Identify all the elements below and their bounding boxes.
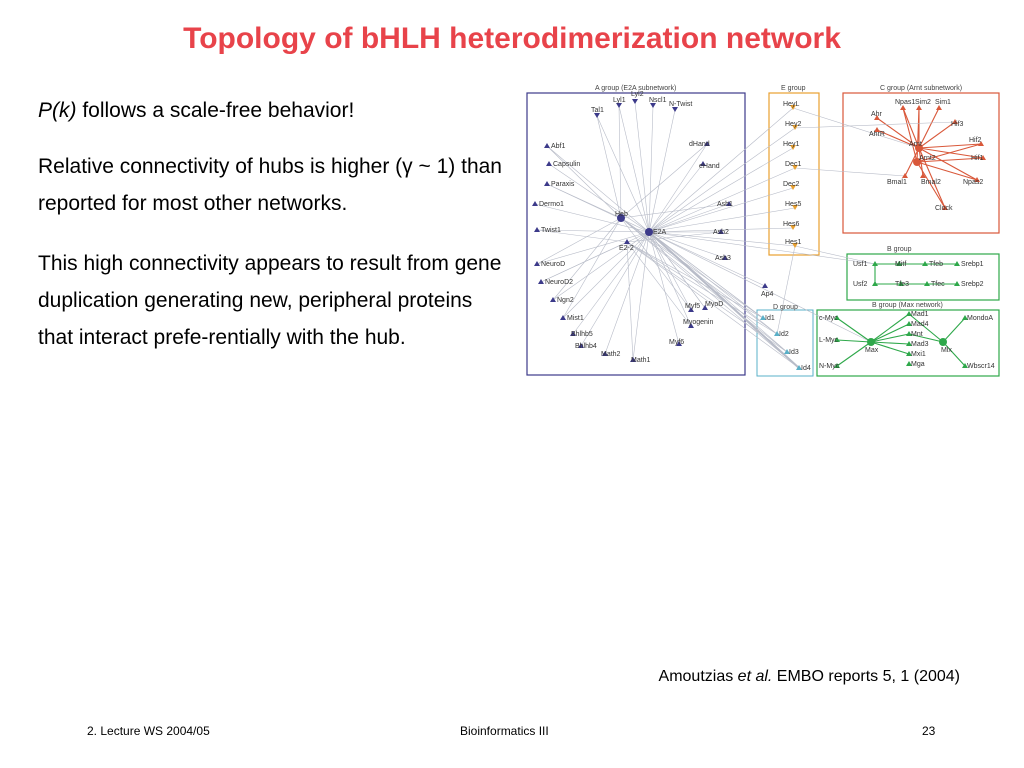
node-ahr bbox=[871, 111, 883, 120]
node-marker-e2a bbox=[645, 228, 653, 236]
node-label-math2: Math2 bbox=[601, 351, 621, 358]
node-label-id3: Id3 bbox=[789, 349, 799, 356]
node-marker-abf1 bbox=[544, 143, 550, 148]
node-label-e2_2: E2-2 bbox=[619, 245, 634, 252]
node-label-ash1: Ash1 bbox=[717, 201, 733, 208]
node-lmyc bbox=[819, 337, 840, 344]
node-math1 bbox=[630, 357, 651, 364]
node-myod bbox=[702, 301, 723, 310]
node-label-clock: Clock bbox=[935, 205, 953, 212]
edge-mix-mondoa bbox=[943, 318, 965, 342]
node-label-bmal2: Bmal2 bbox=[921, 179, 941, 186]
node-label-hey1: Hey1 bbox=[783, 141, 800, 148]
node-ntwist bbox=[669, 101, 692, 112]
node-ash3 bbox=[715, 255, 731, 262]
node-label-ngn2: Ngn2 bbox=[557, 297, 574, 304]
node-label-hif3: Hif3 bbox=[951, 121, 964, 128]
node-arnt bbox=[909, 141, 923, 152]
node-clock bbox=[935, 205, 953, 212]
node-e2a bbox=[645, 228, 667, 236]
edge-e2a-abf1 bbox=[547, 146, 649, 232]
node-label-arnt2: Arnt2 bbox=[919, 155, 936, 162]
node-myogenin bbox=[683, 319, 713, 328]
node-dhand bbox=[689, 141, 710, 148]
citation bbox=[659, 668, 960, 686]
node-label-npas1: Npas1 bbox=[895, 99, 916, 106]
node-ash2 bbox=[713, 229, 729, 236]
node-capsulin bbox=[546, 161, 580, 168]
node-label-ahr: Ahr bbox=[871, 111, 882, 118]
node-mitf bbox=[895, 261, 906, 268]
node-nscl1 bbox=[649, 97, 667, 108]
node-label-bmal1: Bmal1 bbox=[887, 179, 907, 186]
node-label-mondoa: MondoA bbox=[967, 315, 994, 322]
node-myf5 bbox=[685, 303, 700, 312]
node-label-hey2: Hey2 bbox=[785, 121, 802, 128]
node-mxi1 bbox=[906, 351, 926, 358]
edge-heb-neurod bbox=[537, 218, 621, 264]
node-heyl bbox=[783, 101, 799, 110]
edge-arnt-sim1 bbox=[919, 108, 939, 148]
node-npas1 bbox=[895, 99, 915, 110]
node-label-lyl1: Lyl1 bbox=[613, 97, 626, 104]
node-npas2 bbox=[963, 177, 983, 186]
group-e-label: E group bbox=[781, 85, 806, 92]
node-marker-dermo1 bbox=[532, 201, 538, 206]
node-tfe3 bbox=[895, 281, 909, 288]
node-abf1 bbox=[544, 143, 566, 150]
edge-e2a-bhlhb5 bbox=[573, 232, 649, 334]
node-label-dec2: Dec2 bbox=[783, 181, 800, 188]
node-hes6 bbox=[783, 221, 799, 230]
node-label-hif1: Hif1 bbox=[971, 155, 984, 162]
node-label-ahrr: AhrR bbox=[869, 131, 885, 138]
node-label-nscl1: Nscl1 bbox=[649, 97, 667, 104]
node-neurod2 bbox=[538, 279, 573, 286]
node-hif3 bbox=[951, 119, 964, 128]
group-d-label: D group bbox=[773, 304, 798, 311]
node-label-myf5: Myf5 bbox=[685, 303, 701, 310]
node-mad3 bbox=[906, 341, 929, 348]
node-marker-lyl2 bbox=[632, 99, 638, 104]
edge-max-mad4 bbox=[871, 324, 909, 342]
group-c-label: C group (Arnt subnetwork) bbox=[880, 85, 963, 92]
node-label-ash3: Ash3 bbox=[715, 255, 731, 262]
node-hif1 bbox=[971, 155, 986, 162]
node-marker-bmal1 bbox=[902, 173, 908, 178]
slide-title: Topology of bHLH heterodimerization network bbox=[183, 22, 841, 55]
node-label-mad4: Mad4 bbox=[911, 321, 929, 328]
node-marker-mix bbox=[939, 338, 947, 346]
node-label-mga: Mga bbox=[911, 361, 925, 368]
node-label-ehand: eHand bbox=[699, 163, 720, 170]
node-label-twist1: Twist1 bbox=[541, 227, 561, 234]
node-label-id1: Id1 bbox=[765, 315, 775, 322]
network-svg bbox=[525, 78, 1005, 378]
citation-etal: et al. bbox=[737, 668, 773, 685]
node-id1 bbox=[760, 315, 775, 322]
node-ahrr bbox=[869, 127, 885, 138]
edge-e2a-nscl1 bbox=[649, 106, 653, 232]
node-label-heb: Heb bbox=[615, 211, 628, 218]
edge-arnt-hif2 bbox=[919, 144, 981, 148]
node-label-e2a: E2A bbox=[653, 229, 667, 236]
node-label-neurod: NeuroD bbox=[541, 261, 566, 268]
node-label-ap4: Ap4 bbox=[761, 291, 774, 298]
node-mist1 bbox=[560, 315, 584, 322]
node-myf6 bbox=[669, 339, 684, 346]
node-id3 bbox=[784, 349, 799, 356]
node-neurod bbox=[534, 261, 565, 268]
edge-max-cmyc bbox=[837, 318, 871, 342]
node-hey2 bbox=[785, 121, 801, 130]
edge-max-nmyc bbox=[837, 342, 871, 366]
node-ash1 bbox=[717, 201, 733, 208]
node-label-dec1: Dec1 bbox=[785, 161, 802, 168]
node-label-paraxis: Paraxis bbox=[551, 181, 575, 188]
node-label-mist1: Mist1 bbox=[567, 315, 584, 322]
node-label-myogenin: Myogenin bbox=[683, 319, 714, 326]
node-tal1 bbox=[591, 107, 604, 118]
node-marker-twist1 bbox=[534, 227, 540, 232]
node-label-bhlhb4: Bhlhb4 bbox=[575, 343, 597, 350]
node-label-ash2: Ash2 bbox=[713, 229, 729, 236]
node-label-max: Max bbox=[865, 347, 879, 354]
node-mix bbox=[939, 338, 952, 354]
group-e-box bbox=[769, 93, 819, 255]
node-label-myf6: Myf6 bbox=[669, 339, 685, 346]
node-label-sim1: Sim1 bbox=[935, 99, 951, 106]
node-usf2 bbox=[853, 281, 878, 288]
citation-ref: EMBO reports 5, 1 (2004) bbox=[772, 668, 960, 685]
edge-e2a-dhand bbox=[649, 144, 707, 232]
edge-heb-tal1 bbox=[597, 116, 621, 218]
group-a-label: A group (E2A subnetwork) bbox=[595, 85, 677, 92]
footer-page-number: 23 bbox=[922, 724, 936, 738]
node-marker-capsulin bbox=[546, 161, 552, 166]
edge-arnt2-npas1 bbox=[903, 108, 917, 162]
node-marker-paraxis bbox=[544, 181, 550, 186]
footer-lecture: 2. Lecture WS 2004/05 bbox=[87, 724, 210, 738]
group-b-label: B group bbox=[887, 246, 912, 253]
node-label-abf1: Abf1 bbox=[551, 143, 566, 150]
node-label-arnt: Arnt bbox=[909, 141, 922, 148]
node-ehand bbox=[699, 161, 720, 170]
node-hes5 bbox=[785, 201, 801, 210]
node-label-mxi1: Mxi1 bbox=[911, 351, 926, 358]
edge-e2_2-math1 bbox=[627, 242, 633, 360]
node-lyl1 bbox=[613, 97, 626, 108]
node-bhlhb5 bbox=[570, 331, 593, 338]
node-label-id2: Id2 bbox=[779, 331, 789, 338]
edge-e2a-dec2 bbox=[649, 188, 793, 232]
node-cmyc bbox=[819, 315, 840, 322]
node-bhlhb4 bbox=[575, 343, 597, 350]
edge-e2a-lyl2 bbox=[635, 102, 649, 232]
edge-e2a-heyl bbox=[649, 108, 793, 232]
node-label-tal1: Tal1 bbox=[591, 107, 604, 114]
footer-course: Bioinformatics III bbox=[460, 724, 549, 738]
node-label-hif2: Hif2 bbox=[969, 137, 982, 144]
node-label-mad1: Mad1 bbox=[911, 311, 929, 318]
node-paraxis bbox=[544, 181, 575, 188]
edge-e2a-hey2 bbox=[649, 128, 795, 232]
node-label-bhlhb5: Bhlhb5 bbox=[571, 331, 593, 338]
node-srebp2 bbox=[954, 281, 984, 288]
node-marker-neurod2 bbox=[538, 279, 544, 284]
node-marker-max bbox=[867, 338, 875, 346]
node-label-srebp2: Srebp2 bbox=[961, 281, 984, 288]
bullet-gene-duplication: This high connectivity appears to result from gene duplication generating new, peripheral proteins that interact prefe-rentially with the hub. bbox=[38, 252, 502, 349]
node-label-hes5: Hes5 bbox=[785, 201, 802, 208]
node-srebp1 bbox=[954, 261, 984, 268]
node-label-ntwist: N-Twist bbox=[669, 101, 693, 108]
node-label-lyl2: Lyl2 bbox=[631, 91, 644, 98]
edge-arnt-hif3 bbox=[919, 122, 955, 148]
edge-e2a-hey1 bbox=[649, 148, 793, 232]
node-mga bbox=[906, 361, 925, 368]
node-label-myod: MyoD bbox=[705, 301, 724, 308]
node-sim2 bbox=[915, 99, 931, 110]
node-label-id4: Id4 bbox=[801, 365, 811, 372]
node-nmyc bbox=[819, 363, 840, 370]
node-label-hes1: Hes1 bbox=[785, 239, 802, 246]
node-label-neurod2: NeuroD2 bbox=[545, 279, 574, 286]
node-label-mnt: Mnt bbox=[911, 331, 923, 338]
node-mondoa bbox=[962, 315, 993, 322]
node-label-tfe3: Tfe3 bbox=[895, 281, 910, 288]
node-sim1 bbox=[935, 99, 951, 110]
node-usf1 bbox=[853, 261, 878, 268]
bullet-scale-free bbox=[38, 92, 508, 129]
node-label-sim2: Sim2 bbox=[915, 99, 931, 106]
edge-e2a-dec1 bbox=[649, 168, 795, 232]
edge-max-lmyc bbox=[837, 340, 871, 342]
edge-mix-wbscr14 bbox=[943, 342, 965, 366]
edge-heb-lyl1 bbox=[619, 106, 621, 218]
node-label-nmyc: N-Myc bbox=[819, 363, 840, 370]
node-mad1 bbox=[906, 311, 929, 318]
edge-heyl-arnt bbox=[793, 108, 919, 148]
node-label-math1: Math1 bbox=[631, 357, 651, 364]
node-label-wbscr14: Wbscr14 bbox=[967, 363, 995, 370]
edge-e2a-mist1 bbox=[563, 232, 649, 318]
edge-dec1-bmal1 bbox=[795, 168, 905, 176]
node-label-mad3: Mad3 bbox=[911, 341, 929, 348]
node-mad4 bbox=[906, 321, 929, 328]
node-wbscr14 bbox=[962, 363, 995, 370]
node-marker-ap4 bbox=[762, 283, 768, 288]
node-ngn2 bbox=[550, 297, 574, 304]
node-lyl2 bbox=[631, 91, 644, 104]
pk-text: follows a scale-free behavior! bbox=[76, 99, 355, 122]
node-label-heyl: HeyL bbox=[783, 101, 800, 108]
bhlh-network-figure bbox=[525, 78, 1005, 378]
node-label-dermo1: Dermo1 bbox=[539, 201, 564, 208]
node-label-mix: Mlx bbox=[941, 347, 952, 354]
node-label-mitf: Mitf bbox=[895, 261, 907, 268]
node-label-usf1: Usf1 bbox=[853, 261, 868, 268]
node-label-npas2: Npas2 bbox=[963, 179, 984, 186]
citation-author: Amoutzias bbox=[658, 668, 738, 685]
node-tfec bbox=[924, 281, 945, 288]
bullet-connectivity: Relative connectivity of hubs is higher (γ ~ 1) than reported for most other networks. bbox=[38, 155, 502, 215]
edge-e2a-ash1 bbox=[649, 204, 729, 232]
node-label-hes6: Hes6 bbox=[783, 221, 800, 228]
node-id2 bbox=[774, 331, 789, 338]
node-label-cmyc: c-Myc bbox=[819, 315, 838, 322]
pk-italic: P(k) bbox=[38, 99, 77, 122]
node-mnt bbox=[906, 331, 923, 338]
node-label-capsulin: Capsulin bbox=[553, 161, 581, 168]
edge-heb-dhand bbox=[621, 144, 707, 218]
node-hey1 bbox=[783, 141, 799, 150]
node-label-usf2: Usf2 bbox=[853, 281, 868, 288]
node-label-tfeb: Tfeb bbox=[929, 261, 944, 268]
group-bmax-label: B group (Max network) bbox=[872, 302, 943, 309]
body-text bbox=[38, 92, 508, 356]
node-label-lmyc: L-Myc bbox=[819, 337, 839, 344]
node-dermo1 bbox=[532, 201, 564, 208]
node-tfeb bbox=[922, 261, 943, 268]
node-math2 bbox=[601, 351, 621, 358]
node-label-srebp1: Srebp1 bbox=[961, 261, 984, 268]
node-label-tfec: Tfec bbox=[931, 281, 945, 288]
edge-hes1-id2 bbox=[777, 246, 795, 334]
node-twist1 bbox=[534, 227, 561, 234]
node-label-dhand: dHand bbox=[689, 141, 710, 148]
edge-e2a-ehand bbox=[649, 164, 703, 232]
